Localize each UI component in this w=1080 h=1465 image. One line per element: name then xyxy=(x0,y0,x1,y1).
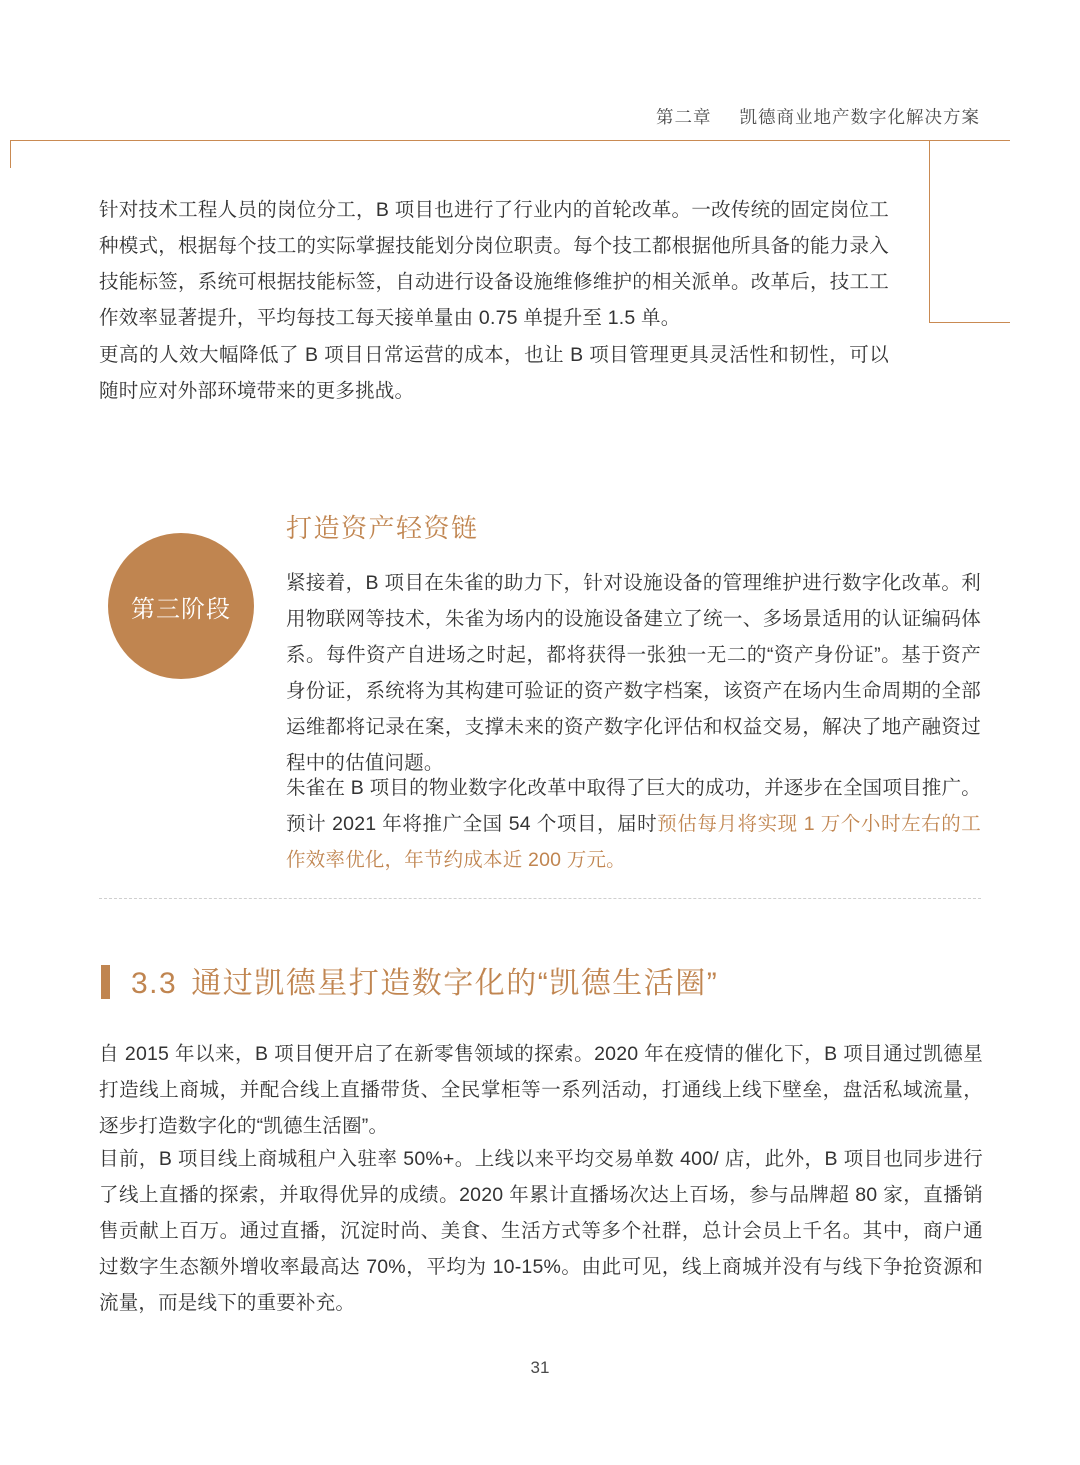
section-paragraph-1: 自 2015 年以来，B 项目便开启了在新零售领域的探索。2020 年在疫情的催化下，B 项目通过凯德星打造线上商城，并配合线上直播带货、全民掌柜等一系列活动，打通线上线下壁垒，盘活私域流量，逐步打造数字化的“凯德生活圈”。 xyxy=(99,1043,983,1137)
header-title: 凯德商业地产数字化解决方案 xyxy=(739,107,980,127)
stage-badge-label: 第三阶段 xyxy=(131,595,231,623)
header-chapter: 第二章 xyxy=(656,107,712,127)
body-paragraph-2: 更高的人效大幅降低了 B 项目日常运营的成本，也让 B 项目管理更具灵活性和韧性，可以随时应对外部环境带来的更多挑战。 xyxy=(99,344,889,402)
stage-paragraph-2-text: 朱雀在 B 项目的物业数字化改革中取得了巨大的成功，并逐步在全国项目推广。预计 2021 年将推广全国 54 个项目，届时 xyxy=(286,777,981,835)
section-accent-bar xyxy=(101,965,110,999)
stage-paragraph-2 xyxy=(286,770,981,878)
page-number: 31 xyxy=(530,1358,550,1377)
header-divider-line xyxy=(10,140,1010,141)
section-title: 通过凯德星打造数字化的“凯德生活圈” xyxy=(191,967,719,1000)
page-header xyxy=(0,104,1080,129)
frame-left-tick xyxy=(10,140,11,168)
frame-right-tick xyxy=(929,140,930,168)
section-heading xyxy=(131,958,718,1002)
section-paragraph-2: 目前，B 项目线上商城租户入驻率 50%+。上线以来平均交易单数 400/ 店，此外，B 项目也同步进行了线上直播的探索，并取得优异的成绩。2020 年累计直播场次达上百场，参与品牌超 80 家，直播销售贡献上百万。通过直播，沉淀时尚、美食、生活方式等多个社群，总计会员上千名。其中，商户通过数字生态额外增收率最高达 70%，平均为 10-15%。由此可见，线上商城并没有与线下争抢资源和流量，而是线下的重要补充。 xyxy=(99,1148,983,1314)
section-number: 3.3 xyxy=(131,967,178,1000)
section-separator xyxy=(99,898,981,899)
stage-title: 打造资产轻资链 xyxy=(286,513,479,543)
stage-badge xyxy=(108,533,254,679)
stage-paragraph-1: 紧接着，B 项目在朱雀的助力下，针对设施设备的管理维护进行数字化改革。利用物联网等技术，朱雀为场内的设施设备建立了统一、多场景适用的认证编码体系。每件资产自进场之时起，都将获得一张独一无二的“资产身份证”。基于资产身份证，系统将为其构建可验证的资产数字档案，该资产在场内生命周期的全部运维都将记录在案，支撑未来的资产数字化评估和权益交易，解决了地产融资过程中的估值问题。 xyxy=(286,572,981,774)
stage-paragraph-2-highlight: 预估每月将实现 1 万个小时左右的工作效率优化，年节约成本近 200 万元。 xyxy=(286,813,981,871)
body-paragraph-1: 针对技术工程人员的岗位分工，B 项目也进行了行业内的首轮改革。一改传统的固定岗位工种模式，根据每个技工的实际掌握技能划分岗位职责。每个技工都根据他所具备的能力录入技能标签，系统可根据技能标签，自动进行设备设施维修维护的相关派单。改革后，技工工作效率显著提升，平均每技工每天接单量由 0.75 单提升至 1.5 单。 xyxy=(99,199,889,329)
decorative-corner-bracket xyxy=(929,168,1010,323)
